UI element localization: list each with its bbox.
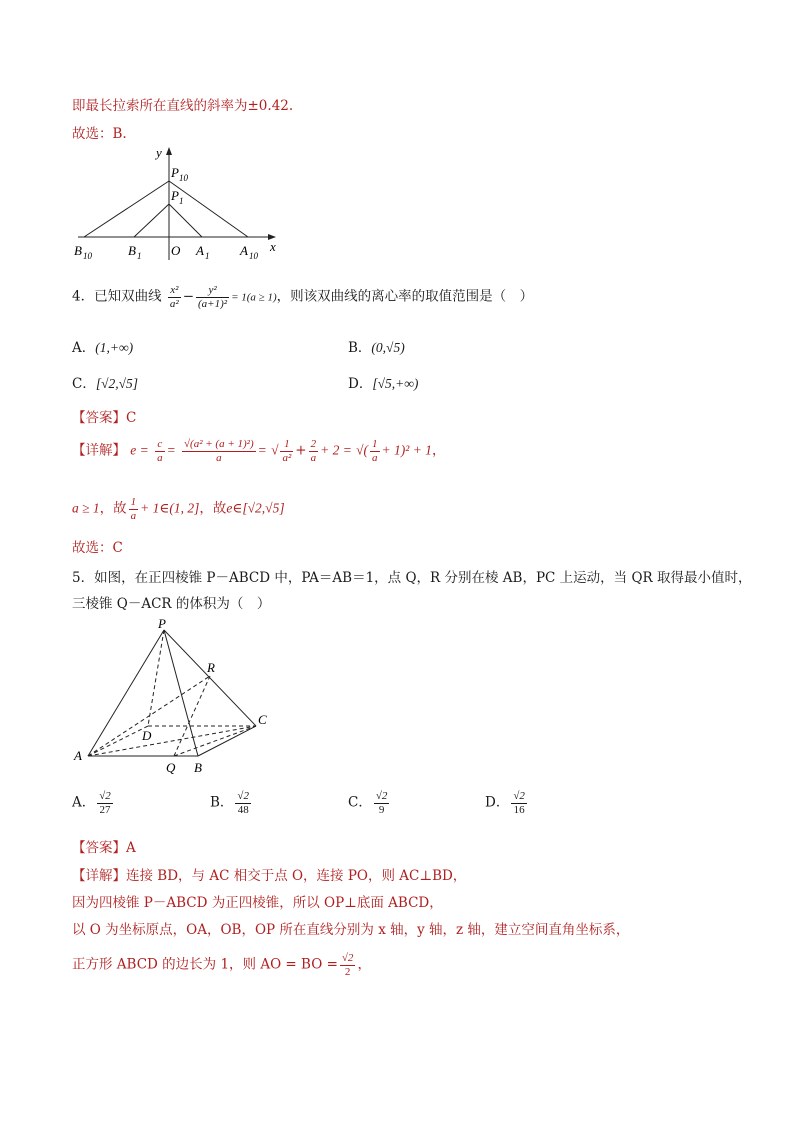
label-D: D — [142, 728, 152, 743]
label-A: A — [74, 748, 82, 763]
cable-B10-P10 — [84, 181, 169, 237]
q4-answer: 【答案】C — [72, 410, 137, 426]
q4-detail-formula: 【详解】 e = $\frac{c}{a}$ = $\frac{\text{√(a² + (a + 1)²)}}{a}$ = √ $\frac{1}{\text{a²}}$ + $\frac{2}{a}$ + 2 = √( $\frac{1}{a}$ + 1)² + 1， — [72, 438, 446, 464]
q5-choice-c[interactable]: C． $\frac{√2}{9}$ — [348, 790, 388, 816]
label-x: x — [270, 239, 276, 254]
hyperbola-condition: (a ≥ 1) — [246, 291, 277, 304]
label-B: B — [194, 760, 202, 775]
q4-choice-c[interactable]: C．[√2,√5] — [72, 376, 139, 392]
q4-stem: 4．已知双曲线 $\frac{\text{x²}}{\text{a²}}$ − $\frac{\text{y²}}{\text{(a+1)²}}$ = 1(a ≥ 1)，则该双曲线的离心率的取值范围是（ ） — [72, 284, 534, 310]
edge-PD — [148, 630, 164, 726]
q4-choice-d[interactable]: D．[√5,+∞) — [348, 376, 419, 392]
prev-solution-value: ±0.42 — [247, 98, 289, 114]
label-B1-sub: 1 — [137, 251, 142, 261]
y-axis-arrow — [166, 147, 172, 155]
q4-stem-b: ，则该双曲线的离心率的取值范围是（ ） — [276, 288, 534, 305]
label-A10-sub: 10 — [249, 251, 258, 261]
q5-choice-a[interactable]: A． $\frac{√2}{27}$ — [72, 790, 111, 816]
edge-PC — [164, 630, 256, 726]
label-P10: P — [171, 165, 179, 180]
q5-stem-line1: 5．如图，在正四棱锥 P－ABCD 中，PA＝AB＝1，点 Q，R 分别在棱 AB，PC 上运动，当 QR 取得最小值时， — [72, 570, 752, 586]
label-y: y — [156, 145, 162, 160]
hyperbola-term-y: $\frac{\text{y²}}{\text{(a+1)²}}$ — [198, 284, 228, 310]
hyperbola-rhs: = 1 — [231, 291, 247, 304]
q5-detail-line1: 【详解】连接 BD，与 AC 相交于点 O，连接 PO，则 AC⊥BD， — [72, 868, 467, 884]
q4-detail-range: a ≥ 1，故 $\frac{1}{a}$ + 1∈(1, 2]，故e∈[√2,√5] — [72, 496, 285, 522]
q5-stem-line2: 三棱锥 Q－ACR 的体积为（ ） — [72, 596, 271, 612]
label-R: R — [207, 660, 215, 675]
seg-QC — [174, 726, 256, 756]
prev-solution-choice: 故选：B. — [72, 126, 127, 142]
q5-detail-line2: 因为四棱锥 P－ABCD 为正四棱锥，所以 OP⊥底面 ABCD， — [72, 895, 443, 911]
q5-choice-d[interactable]: D． $\frac{√2}{16}$ — [485, 790, 525, 816]
label-B10: B — [74, 243, 82, 258]
q5-detail-line3: 以 O 为坐标原点，OA，OB，OP 所在直线分别为 x 轴，y 轴，z 轴，建立空间直角坐标系， — [72, 922, 630, 938]
label-B10-sub: 10 — [83, 251, 92, 261]
q4-choice-a[interactable]: A．(1,+∞) — [72, 340, 134, 356]
label-B1: B — [128, 243, 136, 258]
q5-choice-b[interactable]: B． $\frac{√2}{48}$ — [210, 790, 249, 816]
label-Q: Q — [166, 760, 176, 775]
figure-pyramid — [70, 616, 290, 776]
q5-detail-line4: 正方形 ABCD 的边长为 1，则 AO = BO = $\frac{√2}{2}$ ， — [72, 952, 371, 978]
diag-AC — [88, 726, 256, 756]
label-A1: A — [196, 243, 204, 258]
label-A1-sub: 1 — [205, 251, 210, 261]
cable-P1-A1 — [169, 204, 202, 237]
q4-stem-a: 已知双曲线 — [94, 288, 162, 305]
q5-answer: 【答案】A — [72, 840, 136, 856]
prev-solution-period: . — [288, 98, 294, 114]
edge-BC — [198, 726, 256, 756]
label-P: P — [158, 616, 166, 631]
hyperbola-term-x: $\frac{\text{x²}}{\text{a²}}$ — [169, 284, 179, 310]
prev-solution-slope-line — [72, 94, 293, 114]
label-P1-sub: 1 — [179, 196, 184, 206]
label-P10-sub: 10 — [179, 173, 188, 183]
cable-B1-P1 — [134, 204, 169, 237]
label-P1: P — [171, 188, 179, 203]
q4-choice-b[interactable]: B．(0,√5) — [348, 340, 405, 356]
q4-detail-tag: 【详解】 — [72, 442, 126, 459]
q4-choice-line: 故选：C — [72, 540, 123, 556]
q4-number: 4． — [72, 288, 95, 305]
figure-cable-diagram — [70, 145, 290, 265]
label-O: O — [171, 243, 181, 258]
label-C: C — [258, 712, 267, 727]
prev-solution-text: 即最长拉索所在直线的斜率为 — [72, 98, 248, 114]
label-A10: A — [240, 243, 248, 258]
cable-P10-A10 — [169, 181, 248, 237]
